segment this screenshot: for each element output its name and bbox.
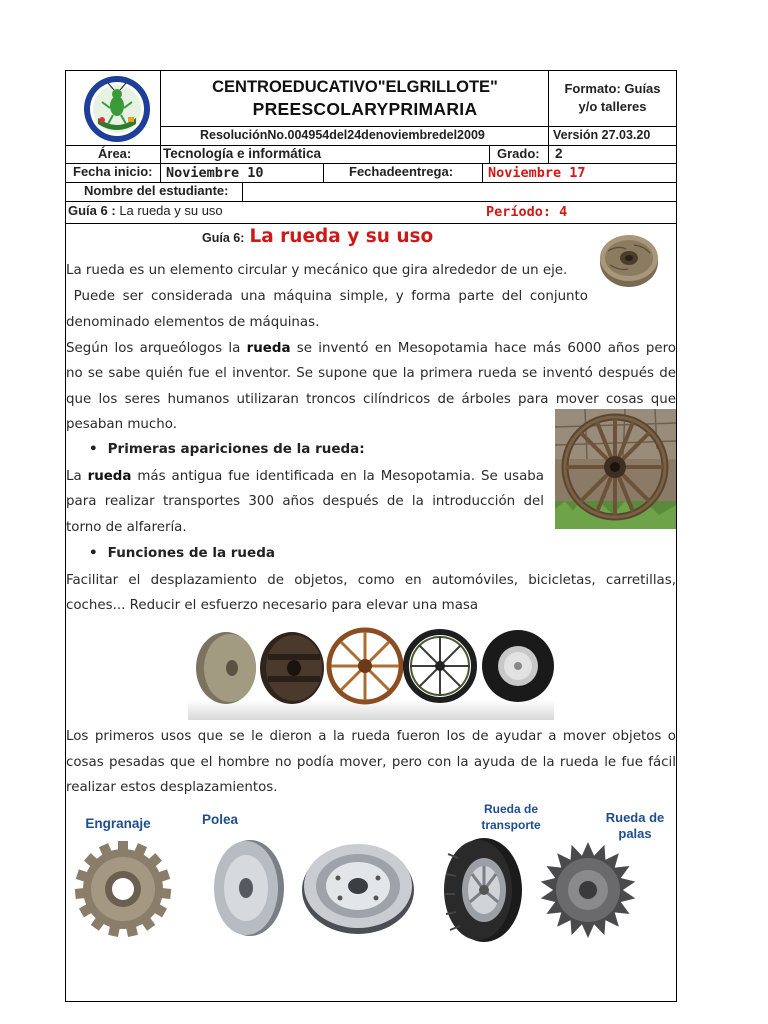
- transport-wheel-rim-image: [300, 838, 416, 936]
- grid-line: [65, 201, 677, 202]
- student-name-field[interactable]: [243, 183, 676, 200]
- bullet-heading: [89, 441, 365, 457]
- text-run-bold: rueda: [246, 341, 291, 356]
- grid-line: [489, 145, 490, 163]
- grid-line: [548, 126, 549, 145]
- bullet-dot: •: [89, 545, 98, 561]
- car-tire-image: [438, 834, 526, 944]
- pulley-image: [206, 836, 288, 940]
- resolution-text: ResoluciónNo.004954del24denoviembredel2009: [200, 128, 485, 142]
- paragraph-line: denominado elementos de máquinas.: [66, 315, 320, 330]
- paragraph-line: torno de alfarería.: [66, 520, 187, 535]
- grid-line: [323, 163, 324, 182]
- paragraph-line: La rueda es un elemento circular y mecánico que gira alrededor de un eje.: [66, 263, 568, 278]
- paragraph-line: [66, 336, 676, 362]
- school-name-line2: PREESCOLARYPRIMARIA: [252, 99, 478, 119]
- grid-line: [160, 70, 161, 126]
- grade-value: 2: [555, 146, 563, 161]
- bullet-dot: •: [89, 441, 98, 457]
- delivery-date-value: Noviembre 17: [488, 165, 586, 181]
- caption-paddle-line1: Rueda de: [605, 810, 665, 825]
- grid-line: [160, 126, 677, 127]
- paragraph-line: para realizar transportes 300 años después de la introducción del: [66, 494, 544, 509]
- wheel-evolution-image: [188, 616, 554, 720]
- caption-pulley: Polea: [201, 812, 239, 827]
- paragraph-line: Puede ser considerada una máquina simple, y forma parte del conjunto: [66, 289, 588, 304]
- grid-line: [65, 145, 677, 146]
- guide-value: La rueda y su uso: [119, 203, 223, 218]
- grid-line: [65, 223, 677, 224]
- student-name-label: Nombre del estudiante:: [84, 183, 229, 198]
- area-value: Tecnología e informática: [163, 146, 322, 161]
- school-name-line1: CENTROEDUCATIVO"ELGRILLOTE": [212, 78, 498, 96]
- paragraph-line: cosas pesadas que el hombre no podía mover, pero con la ayuda de la rueda le fue fácil: [66, 755, 676, 770]
- start-date-value: Noviembre 10: [166, 165, 264, 181]
- delivery-date-label: Fechadeentrega:: [349, 164, 454, 179]
- paragraph-line: realizar estos desplazamientos.: [66, 780, 278, 795]
- caption-transport-line1: Rueda de: [483, 802, 538, 816]
- paragraph-line: coches... Reducir el esfuerzo necesario para elevar una masa: [66, 598, 479, 613]
- text-run-bold: rueda: [87, 469, 132, 484]
- bullet-text: Funciones de la rueda: [107, 545, 275, 561]
- title-prefix: Guía 6:: [202, 231, 245, 245]
- grid-line: [548, 145, 549, 163]
- paragraph-line: [66, 464, 544, 490]
- caption-paddle-line2: palas: [618, 826, 652, 841]
- period-label: Período: 4: [486, 204, 568, 220]
- format-label-line2: y/o talleres: [578, 99, 647, 114]
- paragraph-line: Los primeros usos que se le dieron a la rueda fueron los de ayudar a mover objetos o: [66, 729, 676, 744]
- page-title: [202, 226, 433, 247]
- guide-row: [68, 203, 223, 218]
- bullet-heading: [89, 545, 275, 561]
- text-run: más antigua fue identificada en la Mesopotamia. Se usaba: [131, 469, 544, 484]
- paddle-wheel-image: [538, 840, 638, 940]
- paragraph-line: pesaban mucho.: [66, 417, 177, 432]
- title-main: La rueda y su uso: [249, 226, 434, 247]
- caption-transport-line2: transporte: [481, 818, 541, 832]
- text-run: se inventó en Mesopotamia hace más 6000 años pero: [290, 341, 676, 356]
- caption-gear: Engranaje: [85, 816, 151, 831]
- stone-wheel-image: [598, 231, 660, 289]
- wagon-wheel-image: [555, 409, 676, 529]
- guide-label: Guía 6 :: [68, 203, 116, 218]
- grid-line: [482, 163, 483, 182]
- version-text: Versión 27.03.20: [553, 128, 651, 142]
- text-run: La: [66, 469, 88, 484]
- format-label-line1: Formato: Guías: [564, 81, 661, 96]
- text-run: Según los arqueólogos la: [66, 341, 247, 356]
- bullet-text: Primeras apariciones de la rueda:: [107, 441, 365, 457]
- grid-line: [160, 126, 161, 182]
- school-logo: [80, 74, 154, 144]
- paragraph-line: Facilitar el desplazamiento de objetos, como en automóviles, bicicletas, carretillas,: [66, 573, 676, 588]
- start-date-label: Fecha inicio:: [73, 164, 153, 179]
- paragraph-line: que los seres humanos utilizaran troncos cilíndricos de árboles para mover cosas que: [66, 392, 676, 407]
- grade-label: Grado:: [497, 146, 540, 161]
- gear-image: [74, 840, 172, 938]
- area-label: Área:: [98, 146, 132, 161]
- paragraph-line: no se sabe quién fue el inventor. Se supone que la primera rueda se inventó después de: [66, 366, 676, 381]
